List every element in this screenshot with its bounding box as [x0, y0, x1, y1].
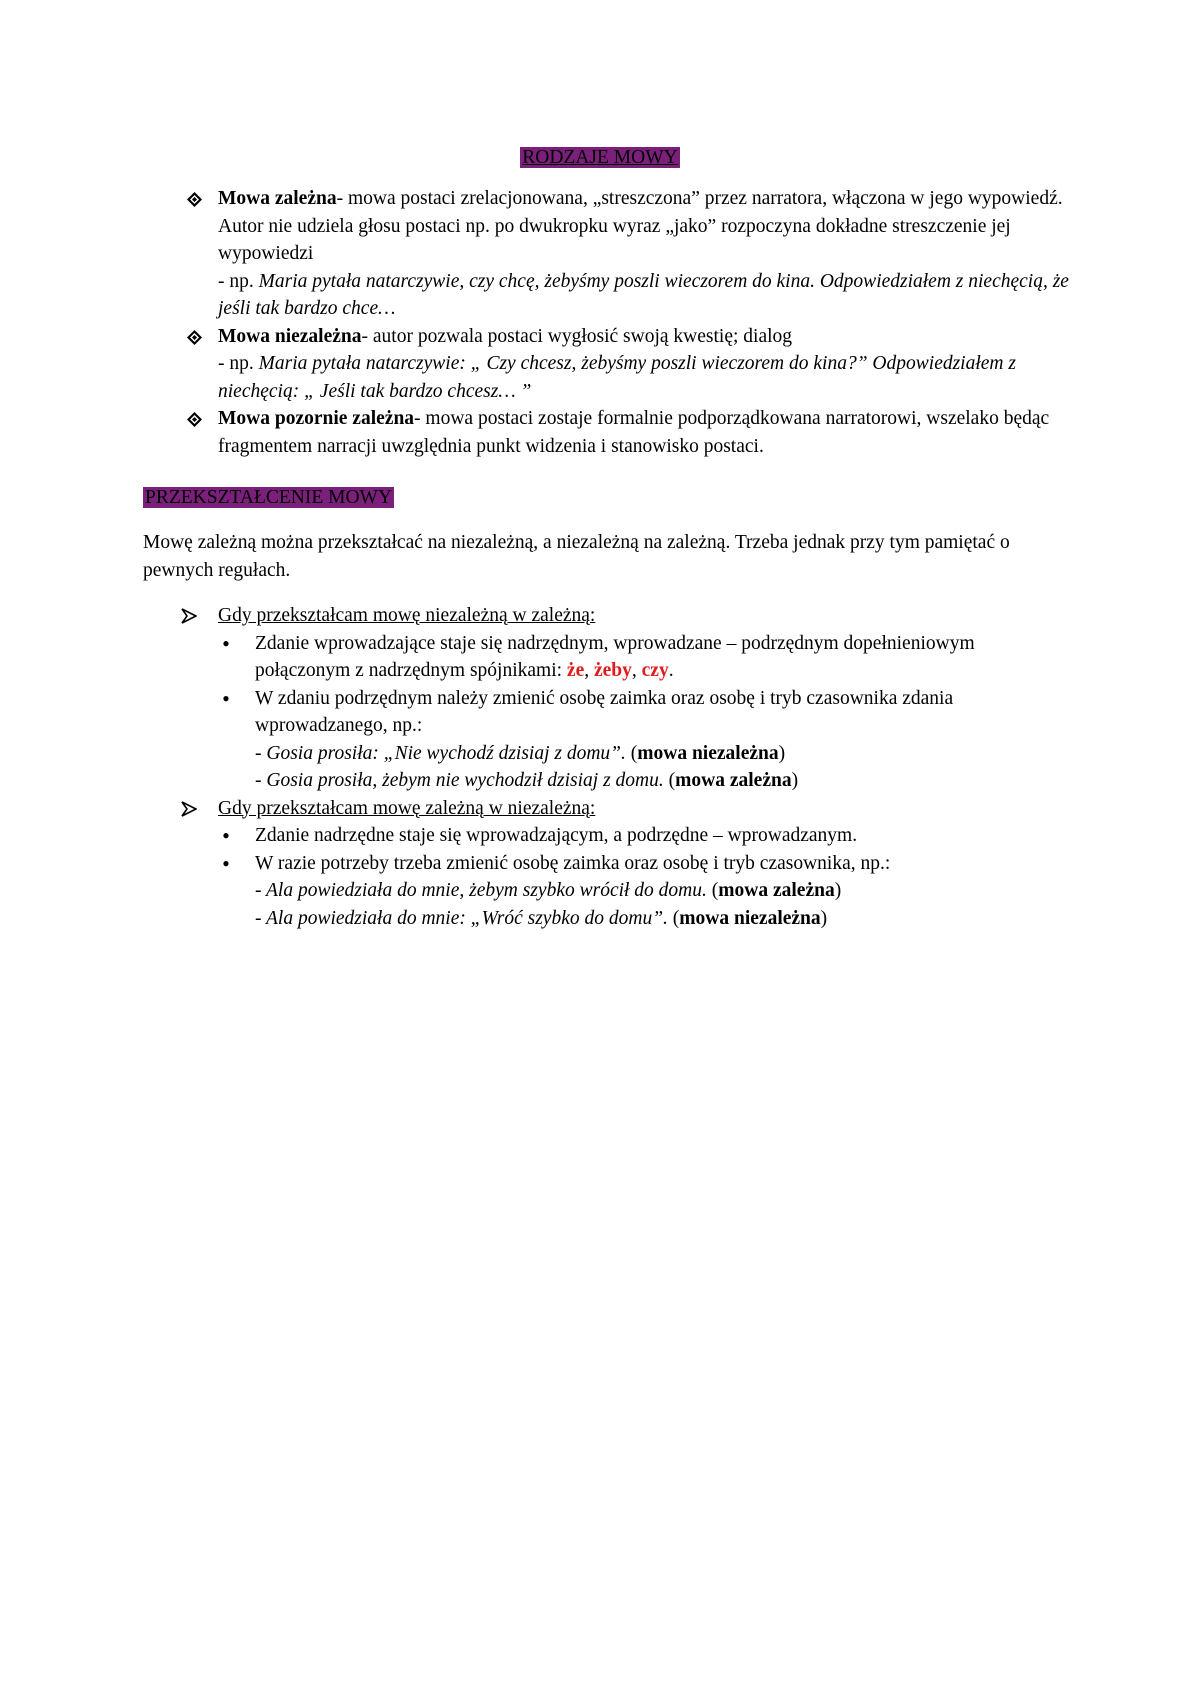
example-prefix: - np.: [218, 270, 259, 292]
example-label: mowa zależna: [718, 880, 835, 901]
list-item-type-2: [143, 323, 1073, 406]
example-sentence: - Gosia prosiła: „Nie wychodź dzisiaj z domu”.: [255, 742, 626, 764]
rule-text: W zdaniu podrzędnym należy zmienić osobę zaimka oraz osobę i tryb czasownika zdania wprowadzanego, np.:: [255, 687, 954, 736]
list-item-type-3: [143, 405, 1073, 460]
conjunction: żeby: [593, 660, 632, 681]
separator: ,: [631, 660, 642, 681]
example-sentence: - Ala powiedziała do mnie: „Wróć szybko do domu”.: [255, 907, 668, 929]
bullet-dot-icon: •: [222, 850, 230, 876]
intro-paragraph: Mowę zależną można przekształcać na niezależną, a niezależną na zależną. Trzeba jednak przy tym pamiętać o pewnych regułach.: [143, 532, 1010, 581]
type-description: - mowa postaci zostaje formalnie podporządkowana narratorowi, wszelako będąc fragmentem narracji uwzględnia punkt widzenia i stanowisko postaci.: [218, 408, 1050, 457]
diamond-bullet-icon: [181, 405, 207, 433]
rule-text: Zdanie nadrzędne staje się wprowadzającym, a podrzędne – wprowadzanym.: [255, 825, 858, 846]
section-heading-container: [143, 484, 394, 512]
type-term: Mowa pozornie zależna: [218, 408, 415, 429]
diamond-bullet-icon: [181, 185, 207, 213]
list-item-rule-2-point-2: • W razie potrzeby trzeba zmienić osobę zaimka oraz osobę i tryb czasownika, np.: - Ala powiedziała do mnie, żebym szybko wrócił do domu. (mowa zależna) - Ala powiedziała do mnie: „Wróć szybko do domu”. (mowa niezależna): [143, 850, 1073, 933]
bullet-dot-icon: •: [222, 685, 230, 711]
list-item-type-1: [143, 185, 1073, 323]
rule-heading: Gdy przekształcam mowę zależną w niezależną:: [218, 797, 596, 819]
section-heading: PRZEKSZTAŁCENIE MOWY: [145, 487, 393, 508]
type-term: Mowa zależna: [218, 188, 337, 209]
type-example: Maria pytała natarczywie: „ Czy chcesz, żebyśmy poszli wieczorem do kina?” Odpowiedziałem z niechęcią: „ Jeśli tak bardzo chcesz… ”: [218, 353, 1016, 402]
type-example: Maria pytała natarczywie, czy chcę, żebyśmy poszli wieczorem do kina. Odpowiedziałem z niechęcią, że jeśli tak bardzo chce…: [218, 270, 1069, 319]
conjunction: czy: [641, 660, 669, 681]
rule-heading: Gdy przekształcam mowę niezależną w zależną:: [218, 605, 596, 626]
title-container: [0, 144, 1200, 172]
type-description: - mowa postaci zrelacjonowana, „streszczona” przez narratora, włączona w jego wypowiedź. Autor nie udziela głosu postaci np. po dwukropku wyraz „jako” rozpoczyna dokładne streszczenie jej wypowiedzi: [218, 188, 1063, 264]
diamond-bullet-icon: [181, 323, 207, 351]
rules-list: [143, 602, 1073, 932]
example-label: mowa niezależna: [637, 742, 779, 764]
type-term: Mowa niezależna: [218, 325, 362, 347]
sentence-end: .: [668, 660, 674, 681]
list-item-rule-2: [143, 795, 1073, 823]
list-item-rule-2-point-1: [143, 822, 1073, 850]
list-item-rule-1-point-1: [143, 630, 1073, 685]
list-item-rule-1-point-2: • W zdaniu podrzędnym należy zmienić osobę zaimka oraz osobę i tryb czasownika zdania wprowadzanego, np.: - Gosia prosiła: „Nie wychodź dzisiaj z domu”. (mowa niezależna) - Gosia prosiła, żebym nie wychodził dzisiaj z domu. (mowa zależna): [143, 685, 1073, 795]
bullet-dot-icon: •: [222, 823, 230, 848]
conjunction: że: [566, 660, 585, 681]
example-label: mowa zależna: [675, 770, 792, 791]
type-description: - autor pozwala postaci wygłosić swoją kwestię; dialog: [361, 325, 793, 347]
page-title: RODZAJE MOWY: [522, 147, 678, 168]
separator: ,: [584, 660, 594, 681]
example-sentence: - Ala powiedziała do mnie, żebym szybko wrócił do domu.: [255, 880, 707, 901]
rule-text: Zdanie wprowadzające staje się nadrzędnym, wprowadzane – podrzędnym dopełnieniowym połączonym z nadrzędnym spójnikami:: [255, 632, 975, 681]
example-prefix: - np.: [218, 353, 259, 374]
example-sentence: - Gosia prosiła, żebym nie wychodził dzisiaj z domu.: [255, 770, 664, 791]
example-label: mowa niezależna: [679, 907, 821, 929]
types-list: [143, 185, 1073, 460]
bullet-dot-icon: •: [222, 630, 230, 656]
arrowhead-bullet-icon: [181, 795, 207, 811]
rule-text: W razie potrzeby trzeba zmienić osobę zaimka oraz osobę i tryb czasownika, np.:: [255, 852, 891, 874]
arrowhead-bullet-icon: [181, 602, 207, 618]
list-item-rule-1: [143, 602, 1073, 630]
